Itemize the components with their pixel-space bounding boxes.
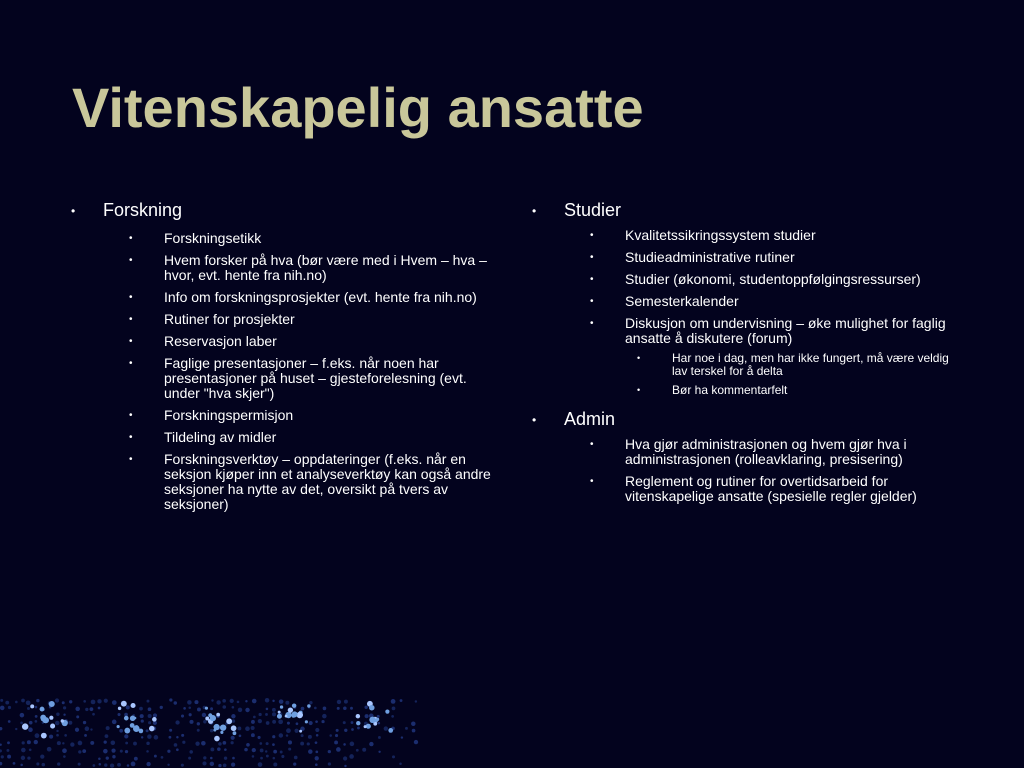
bullet-icon: • — [637, 385, 641, 395]
section-studier — [527, 198, 967, 397]
bullet-icon: • — [590, 439, 594, 450]
section-label: Admin — [564, 409, 616, 429]
list-item — [587, 294, 967, 309]
bullet-icon: • — [71, 204, 76, 218]
list-item-text: Forskningspermisjon — [164, 407, 294, 423]
bullet-icon: • — [129, 410, 133, 421]
list-item-text: Forskningsverktøy – oppdateringer (f.eks. når en seksjon kjøper inn et analyseverktøy kan også andre seksjoner ha nytte av det, oversikt på tvers av seksjoner) — [164, 451, 491, 512]
bullet-icon: • — [129, 358, 133, 369]
list-item — [587, 316, 967, 397]
bullet-icon: • — [590, 296, 594, 307]
bullet-icon: • — [129, 255, 133, 266]
left-column — [66, 198, 496, 519]
right-column — [527, 198, 967, 511]
list-item — [126, 231, 496, 246]
list-item — [126, 356, 496, 401]
list-item — [126, 408, 496, 423]
bullet-icon: • — [590, 318, 594, 329]
bullet-icon: • — [590, 252, 594, 263]
list-item — [587, 228, 967, 243]
list-item-text: Rutiner for prosjekter — [164, 311, 295, 327]
list-item — [126, 290, 496, 305]
list-item-text: Reglement og rutiner for overtidsarbeid for vitenskapelige ansatte (spesielle regler gjelder) — [625, 473, 917, 504]
section-forskning — [66, 198, 496, 512]
bullet-icon: • — [637, 353, 641, 363]
list-item — [126, 253, 496, 283]
sub-list-item-text: Har noe i dag, men har ikke fungert, må være veldig lav terskel for å delta — [672, 351, 949, 378]
list-item — [587, 250, 967, 265]
list-item — [126, 452, 496, 512]
section-label: Studier — [564, 200, 622, 220]
section-admin — [527, 407, 967, 504]
bullet-icon: • — [129, 233, 133, 244]
bullet-icon: • — [129, 292, 133, 303]
list-item-text: Hva gjør administrasjonen og hvem gjør hva i administrasjonen (rolleavklaring, presisering) — [625, 436, 907, 467]
bullet-icon: • — [590, 476, 594, 487]
bullet-icon: • — [532, 413, 537, 427]
bullet-icon: • — [590, 230, 594, 241]
list-item-text: Studieadministrative rutiner — [625, 249, 795, 265]
sub-list-item-text: Bør ha kommentarfelt — [672, 383, 788, 397]
bullet-icon: • — [129, 454, 133, 465]
list-item-text: Hvem forsker på hva (bør være med i Hvem – hva – hvor, evt. hente fra nih.no) — [164, 252, 487, 283]
bullet-icon: • — [129, 432, 133, 443]
section-label: Forskning — [103, 200, 183, 220]
bullet-icon: • — [129, 314, 133, 325]
list-item — [126, 312, 496, 327]
starfield-decoration — [0, 680, 430, 768]
list-item-text: Studier (økonomi, studentoppfølgingsressurser) — [625, 271, 921, 287]
list-item — [587, 272, 967, 287]
list-item-text: Reservasjon laber — [164, 333, 277, 349]
list-item — [126, 334, 496, 349]
bullet-icon: • — [129, 336, 133, 347]
slide-title: Vitenskapelig ansatte — [72, 76, 644, 139]
list-item-text: Forskningsetikk — [164, 230, 262, 246]
list-item-text: Semesterkalender — [625, 293, 739, 309]
sub-list-item — [634, 384, 967, 397]
list-item-text: Faglige presentasjoner – f.eks. når noen har presentasjoner på huset – gjesteforelesning (evt. under "hva skjer") — [164, 355, 467, 401]
list-item — [587, 474, 967, 504]
bullet-icon: • — [590, 274, 594, 285]
list-item-text: Tildeling av midler — [164, 429, 277, 445]
list-item — [587, 437, 967, 467]
list-item — [126, 430, 496, 445]
bullet-icon: • — [532, 204, 537, 218]
list-item-text: Kvalitetssikringssystem studier — [625, 227, 816, 243]
list-item-text: Diskusjon om undervisning – øke mulighet for faglig ansatte å diskutere (forum) — [625, 315, 946, 346]
list-item-text: Info om forskningsprosjekter (evt. hente fra nih.no) — [164, 289, 477, 305]
sub-list-item — [634, 352, 967, 378]
